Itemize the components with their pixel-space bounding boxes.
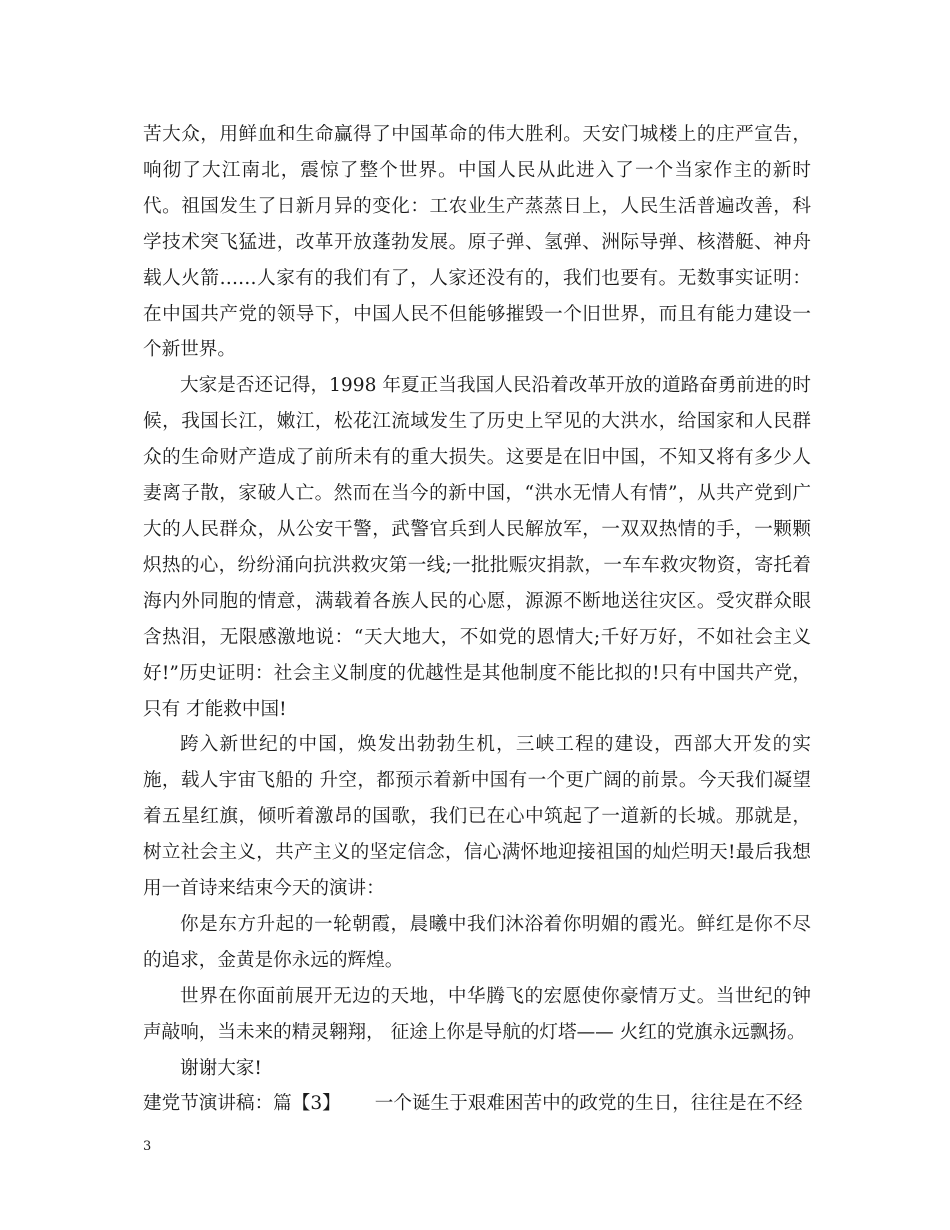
paragraph-3: 跨入新世纪的中国，焕发出勃勃生机，三峡工程的建设，西部大开发的实施，载人宇宙飞船的 升空，都预示着新中国有一个更广阔的前景。今天我们凝望着五星红旗，倾听着激昂的国歌，我们已在心中筑起了一道新的长城。那就是，树立社会主义，共产主义的坚定信念，信心满怀地迎接祖国的灿烂明天!最后我想用一首诗来结束今天的演讲：: [143, 734, 811, 900]
document-body: [143, 117, 811, 1122]
paragraph-4: 你是东方升起的一轮朝霞，晨曦中我们沐浴着你明媚的霞光。鲜红是你不尽的追求，金黄是你永远的辉煌。: [143, 913, 811, 971]
paragraph-2: 大家是否还记得，1998 年夏正当我国人民沿着改革开放的道路奋勇前进的时候，我国长江，嫩江，松花江流域发生了历史上罕见的大洪水，给国家和人民群众的生命财产造成了前所未有的重大损失。这要是在旧中国，不知又将有多少人妻离子散，家破人亡。然而在当今的新中国，“洪水无情人有情”，从共产党到广大的人民群众，从公安干警，武警官兵到人民解放军，一双双热情的手，一颗颗炽热的心，纷纷涌向抗洪救灾第一线;一批批赈灾捐款，一车车救灾物资，寄托着海内外同胞的情意，满载着各族人民的心愿，源源不断地送往灾区。受灾群众眼含热泪，无限感激地说：“天大地大，不如党的恩情大;千好万好，不如社会主义好!”历史证明：社会主义制度的优越性是其他制度不能比拟的!只有中国共产党，只有 才能救中国!: [143, 375, 811, 720]
paragraph-6: 谢谢大家!: [180, 1057, 262, 1079]
paragraph-5: 世界在你面前展开无边的天地，中华腾飞的宏愿使你豪情万丈。当世纪的钟声敲响，当未来的精灵翱翔， 征途上你是导航的灯塔—— 火红的党旗永远飘扬。: [143, 985, 811, 1043]
paragraph-1: 苦大众，用鲜血和生命赢得了中国革命的伟大胜利。天安门城楼上的庄严宣告，响彻了大江南北，震惊了整个世界。中国人民从此进入了一个当家作主的新时代。祖国发生了日新月异的变化：工农业生产蒸蒸日上，人民生活普遍改善，科学技术突飞猛进，改革开放蓬勃发展。原子弹、氢弹、洲际导弹、核潜艇、神舟载人火箭……人家有的我们有了，人家还没有的，我们也要有。无数事实证明：在中国共产党的领导下，中国人民不但能够摧毁一个旧世界，而且有能力建设一个新世界。: [143, 124, 811, 361]
section-heading-text: 一个诞生于艰难困苦中的政党的生日，往往是在不经: [374, 1093, 803, 1115]
page-number: 3: [143, 1139, 152, 1154]
section-heading-label: 建党节演讲稿：篇【3】: [143, 1093, 341, 1115]
section-heading-line: [143, 1086, 811, 1122]
